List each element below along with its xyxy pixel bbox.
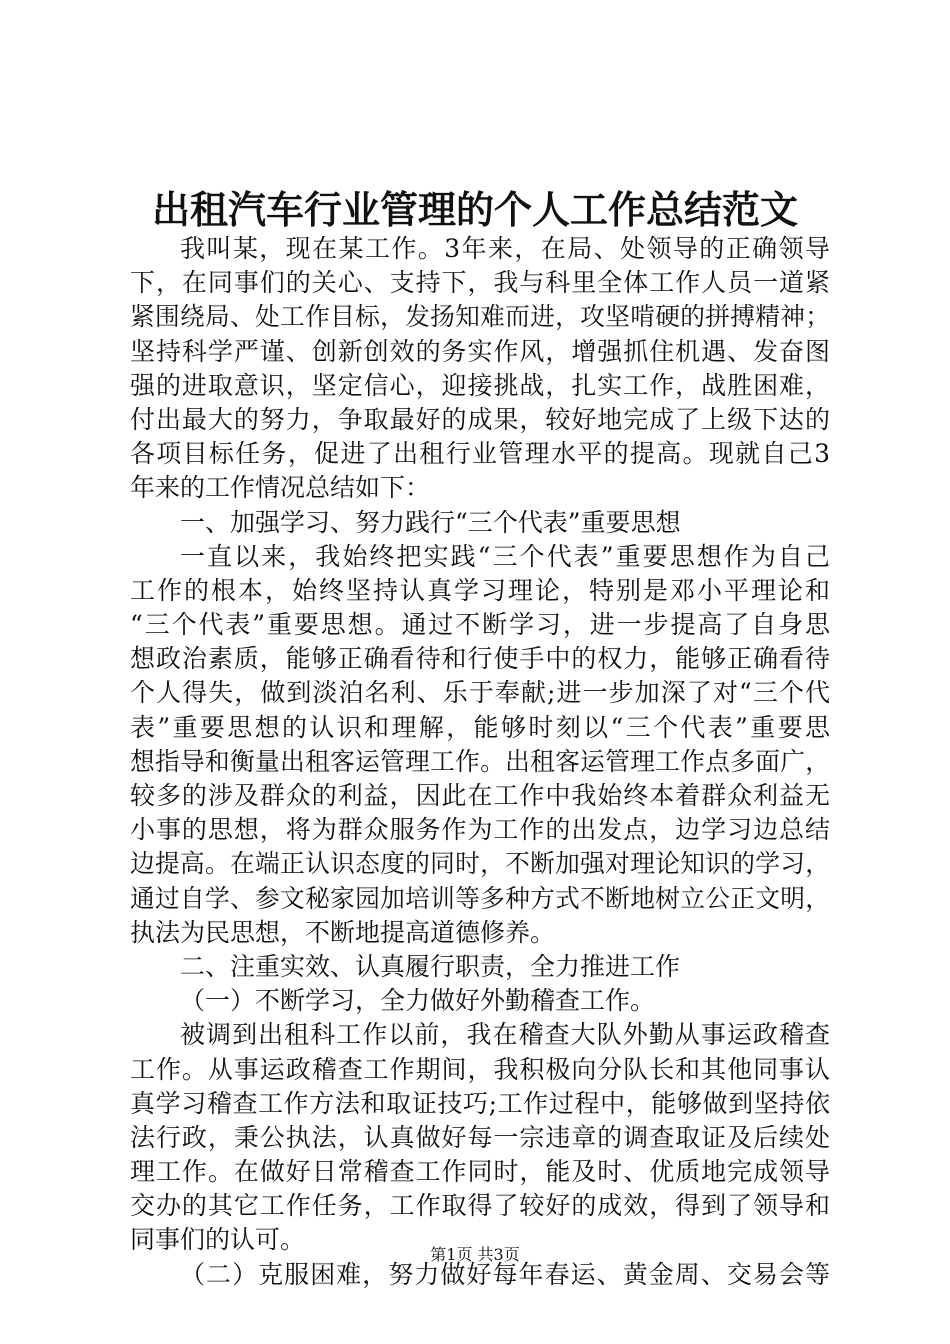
text-line: “三个代表”重要思想。通过不断学习，进一步提高了自身思 — [130, 610, 830, 640]
text-line: 想指导和衡量出租客运管理工作。出租客运管理工作点多面广， — [130, 746, 830, 776]
text-line: （二）克服困难，努力做好每年春运、黄金周、交易会等 — [180, 1259, 830, 1289]
text-line: 同事们的认可。 — [130, 1225, 306, 1255]
text-line: 紧围绕局、处工作目标，发扬知难而进，攻坚啃硬的拼搏精神； — [130, 302, 830, 332]
text-line: 边提高。在端正认识态度的同时，不断加强对理论知识的学习， — [130, 849, 830, 879]
text-line: 小事的思想，将为群众服务作为工作的出发点，边学习边总结 — [130, 815, 830, 845]
text-line: 执法为民思想，不断地提高道德修养。 — [130, 917, 556, 947]
text-line: 工作的根本，始终坚持认真学习理论，特别是邓小平理论和 — [130, 575, 830, 605]
text-line: 通过自学、参文秘家园加培训等多种方式不断地树立公正文明， — [130, 883, 830, 913]
text-line: 二、注重实效、认真履行职责，全力推进工作 — [180, 951, 681, 981]
text-line: 强的进取意识，坚定信心，迎接挑战，扎实工作，战胜困难， — [130, 370, 830, 400]
text-line: 一直以来，我始终把实践“三个代表”重要思想作为自己 — [180, 541, 830, 571]
text-line: 年来的工作情况总结如下： — [130, 473, 431, 503]
text-line: 工作。从事运政稽查工作期间，我积极向分队长和其他同事认 — [130, 1054, 830, 1084]
text-line: 较多的涉及群众的利益，因此在工作中我始终本着群众利益无 — [130, 781, 830, 810]
text-line: 个人得失，做到淡泊名利、乐于奉献;进一步加深了对“三个代 — [130, 678, 830, 708]
document-title: 出租汽车行业管理的个人工作总结范文 — [151, 187, 798, 232]
text-line: 一、加强学习、努力践行“三个代表”重要思想 — [180, 507, 681, 537]
text-line: 下，在同事们的关心、支持下，我与科里全体工作人员一道紧 — [130, 268, 830, 298]
text-line: 交办的其它工作任务，工作取得了较好的成效，得到了领导和 — [130, 1191, 830, 1221]
page-indicator: 第1页 共3页 — [430, 1245, 520, 1264]
text-line: 我叫某，现在某工作。3年来，在局、处领导的正确领导 — [180, 234, 830, 263]
text-line: 付出最大的努力，争取最好的成果，较好地完成了上级下达的 — [130, 404, 830, 434]
text-line: 坚持科学严谨、创新创效的务实作风，增强抓住机遇、发奋图 — [130, 336, 830, 366]
text-line: 想政治素质，能够正确看待和行使手中的权力，能够正确看待 — [130, 644, 830, 674]
text-line: 真学习稽查工作方法和取证技巧;工作过程中，能够做到坚持依 — [130, 1088, 830, 1118]
text-line: 被调到出租科工作以前，我在稽查大队外勤从事运政稽查 — [180, 1020, 830, 1050]
document-body — [130, 232, 830, 1292]
text-line: 理工作。在做好日常稽查工作同时，能及时、优质地完成领导 — [130, 1157, 830, 1187]
text-line: 表”重要思想的认识和理解，能够时刻以“三个代表”重要思 — [130, 712, 830, 742]
text-line: 各项目标任务，促进了出租行业管理水平的提高。现就自己3 — [130, 439, 830, 469]
text-line: 法行政，秉公执法，认真做好每一宗违章的调查取证及后续处 — [130, 1122, 830, 1152]
text-line: （一）不断学习，全力做好外勤稽查工作。 — [180, 986, 656, 1016]
